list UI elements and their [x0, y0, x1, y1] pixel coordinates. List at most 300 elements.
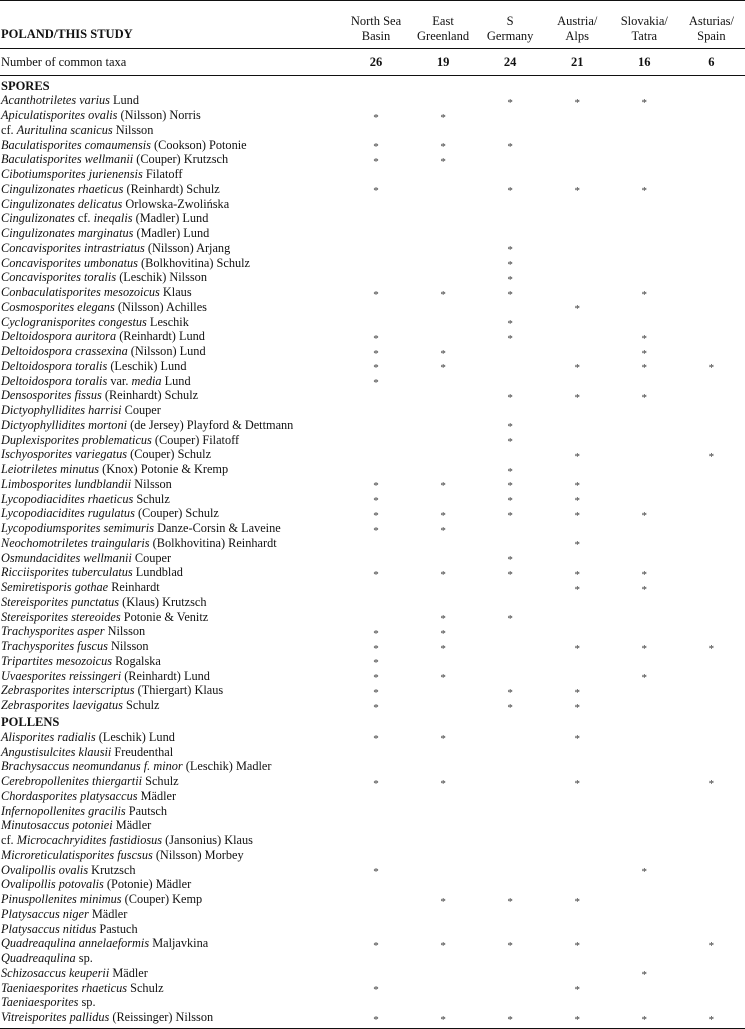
occurrence-mark	[611, 521, 678, 536]
taxon-epithet: Chordasporites platysaccus	[1, 788, 138, 803]
taxon-name	[0, 196, 342, 211]
occurrence-mark	[410, 862, 477, 877]
taxon-epithet: Osmundacidites wellmanii	[1, 550, 132, 565]
taxon-epithet: Lycopodiacidites rhaeticus	[1, 491, 134, 506]
column-header	[611, 1, 678, 49]
occurrence-mark	[611, 980, 678, 995]
taxon-row	[0, 759, 745, 774]
occurrence-mark	[342, 300, 409, 315]
occurrence-mark	[410, 211, 477, 226]
occurrence-mark: *	[574, 391, 580, 403]
column-header-line: Spain	[697, 29, 726, 43]
occurrence-mark	[544, 226, 611, 241]
occurrence-mark	[477, 654, 544, 669]
occurrence-mark	[678, 833, 745, 848]
occurrence-mark: *	[574, 539, 580, 551]
occurrence-mark	[611, 477, 678, 492]
taxon-row	[0, 818, 745, 833]
taxon-name	[0, 789, 342, 804]
occurrence-mark: *	[574, 984, 580, 995]
occurrence-mark	[410, 373, 477, 388]
occurrence-mark	[678, 848, 745, 863]
taxon-row	[0, 152, 745, 167]
occurrence-mark	[544, 951, 611, 966]
occurrence-mark	[544, 403, 611, 418]
taxon-epithet: Zebrasporites interscriptus	[1, 683, 135, 698]
taxon-name	[0, 211, 342, 226]
taxon-row	[0, 951, 745, 966]
taxon-author: Maljavkina	[149, 936, 209, 951]
taxon-name	[0, 862, 342, 877]
occurrence-mark: *	[574, 777, 580, 789]
occurrence-mark	[410, 182, 477, 197]
taxon-epithet: Baculatisporites comaumensis	[1, 137, 151, 152]
occurrence-mark: *	[440, 895, 446, 907]
occurrence-mark: *	[440, 672, 446, 683]
taxon-author: Rogalska	[112, 653, 161, 668]
count-value: 16	[611, 49, 678, 76]
taxon-name	[0, 759, 342, 774]
occurrence-mark: *	[641, 568, 648, 580]
occurrence-mark	[544, 241, 611, 256]
occurrence-mark: *	[342, 1010, 409, 1028]
taxon-name	[0, 774, 342, 789]
taxon-epithet: Pinuspollenites minimus	[1, 892, 122, 907]
taxon-epithet: Deltoidospora toralis	[1, 373, 108, 388]
occurrence-mark	[611, 609, 678, 624]
occurrence-mark	[611, 123, 678, 138]
occurrence-mark	[342, 167, 409, 182]
taxon-name	[0, 108, 342, 123]
taxon-row	[0, 565, 745, 580]
occurrence-mark	[477, 668, 544, 683]
occurrence-mark	[611, 848, 678, 863]
occurrence-mark	[477, 833, 544, 848]
taxon-author: Nilsson	[131, 476, 172, 491]
taxon-row	[0, 877, 745, 892]
taxon-name	[0, 921, 342, 936]
column-header	[678, 1, 745, 49]
occurrence-mark	[342, 314, 409, 329]
taxon-epithet: Auritulina scanicus	[16, 122, 113, 137]
taxon-row	[0, 506, 745, 521]
taxon-author: Mädler	[112, 818, 152, 833]
occurrence-mark	[342, 951, 409, 966]
occurrence-mark	[342, 550, 409, 565]
occurrence-mark	[410, 270, 477, 285]
taxon-row	[0, 418, 745, 433]
taxon-row	[0, 803, 745, 818]
occurrence-mark: *	[507, 465, 513, 477]
occurrence-mark: *	[641, 672, 648, 683]
occurrence-mark: *	[373, 509, 379, 521]
header-title: POLAND/THIS STUDY	[0, 1, 342, 49]
occurrence-mark	[678, 907, 745, 922]
taxon-author: (Madler) Lund	[132, 211, 209, 226]
occurrence-mark	[678, 93, 745, 108]
taxon-author: Nilsson	[104, 624, 146, 639]
occurrence-mark: *	[440, 111, 446, 123]
taxon-row	[0, 167, 745, 182]
taxon-author: (Reinhardt) Schulz	[101, 388, 199, 403]
occurrence-mark	[544, 255, 611, 270]
taxon-name	[0, 833, 342, 848]
taxon-row	[0, 521, 745, 536]
occurrence-mark: *	[574, 895, 580, 907]
occurrence-mark	[477, 730, 544, 745]
taxon-author: Krutzsch	[88, 862, 136, 877]
occurrence-mark: *	[574, 450, 580, 462]
taxon-name	[0, 907, 342, 922]
taxon-author: (Jansonius) Klaus	[162, 833, 253, 848]
occurrence-mark: *	[507, 568, 513, 580]
taxon-epithet: Brachysaccus neomundanus f. minor	[1, 759, 183, 774]
occurrence-mark	[544, 966, 611, 981]
taxon-epithet: Trachysporites asper	[1, 624, 105, 639]
taxon-row	[0, 388, 745, 403]
taxon-author: Schulz	[133, 491, 170, 506]
occurrence-mark	[410, 759, 477, 774]
taxon-row	[0, 462, 745, 477]
occurrence-mark	[611, 491, 678, 506]
taxon-name	[0, 536, 342, 551]
taxon-name	[0, 403, 342, 418]
taxon-row	[0, 683, 745, 698]
occurrence-mark: *	[641, 347, 648, 359]
occurrence-mark: *	[708, 777, 715, 789]
taxon-row	[0, 595, 745, 610]
taxon-author: Pastuch	[96, 921, 138, 936]
taxon-author: Mädler	[109, 965, 148, 980]
taxon-name	[0, 447, 342, 462]
taxon-row	[0, 744, 745, 759]
occurrence-mark: *	[641, 866, 648, 877]
taxon-row	[0, 359, 745, 374]
occurrence-mark	[611, 833, 678, 848]
column-header-line: Slovakia/	[620, 14, 668, 28]
taxon-author: Nilsson	[112, 122, 154, 137]
taxon-epithet: Densosporites fissus	[1, 388, 102, 403]
taxon-epithet: Ovalipollis potovalis	[1, 877, 104, 892]
occurrence-mark: *	[574, 939, 580, 951]
taxon-row	[0, 255, 745, 270]
occurrence-mark	[544, 818, 611, 833]
occurrence-mark: *	[641, 583, 648, 595]
taxon-epithet: Conbaculatisporites mesozoicus	[1, 285, 160, 300]
taxon-name	[0, 609, 342, 624]
taxon-epithet: Dictyophyllidites mortoni	[1, 417, 128, 432]
taxon-epithet: Concavisporites umbonatus	[1, 255, 138, 270]
occurrence-mark: *	[708, 939, 715, 951]
taxon-name	[0, 344, 342, 359]
occurrence-mark	[678, 536, 745, 551]
taxon-name	[0, 818, 342, 833]
occurrence-mark: *	[574, 480, 580, 492]
occurrence-mark	[477, 848, 544, 863]
occurrence-mark	[678, 565, 745, 580]
occurrence-mark: *	[507, 436, 513, 447]
taxon-epithet: Taeniaesporites	[1, 995, 79, 1010]
occurrence-mark	[477, 818, 544, 833]
taxon-name	[0, 314, 342, 329]
taxon-epithet: Deltoidospora crassexina	[1, 344, 128, 359]
taxon-row	[0, 344, 745, 359]
occurrence-mark	[678, 966, 745, 981]
taxon-name	[0, 462, 342, 477]
occurrence-mark: *	[507, 421, 513, 433]
taxon-epithet: Cingulizonates delicatus	[1, 196, 123, 211]
occurrence-mark	[611, 314, 678, 329]
occurrence-mark	[342, 403, 409, 418]
occurrence-mark	[611, 907, 678, 922]
occurrence-mark	[342, 995, 409, 1010]
taxon-author: (de Jersey) Playford & Dettmann	[127, 417, 294, 432]
column-header-line: S	[506, 14, 514, 28]
occurrence-mark	[678, 580, 745, 595]
section-title: SPORES	[1, 78, 50, 93]
occurrence-mark: *	[440, 939, 446, 951]
taxon-author: Nilsson	[107, 639, 149, 654]
occurrence-mark: *	[678, 1010, 745, 1028]
occurrence-mark	[678, 521, 745, 536]
taxon-row	[0, 980, 745, 995]
occurrence-mark	[611, 624, 678, 639]
occurrence-mark	[544, 833, 611, 848]
taxon-epithet: Cingulizonates rhaeticus	[1, 181, 124, 196]
occurrence-mark: *	[440, 777, 446, 789]
taxon-name	[0, 167, 342, 182]
taxon-name	[0, 995, 342, 1010]
occurrence-mark: *	[373, 939, 379, 951]
taxon-author: (Thiergart) Klaus	[134, 683, 224, 698]
taxon-row	[0, 491, 745, 506]
section-header-row	[0, 76, 745, 94]
occurrence-mark	[410, 314, 477, 329]
taxon-row	[0, 774, 745, 789]
occurrence-mark	[410, 403, 477, 418]
occurrence-mark	[678, 137, 745, 152]
taxon-author: Filatoff	[142, 167, 183, 182]
occurrence-mark	[678, 108, 745, 123]
taxon-author: (Nilsson) Achilles	[114, 299, 207, 314]
taxon-author: (Couper) Schulz	[127, 447, 212, 462]
occurrence-mark	[477, 921, 544, 936]
occurrence-mark	[342, 255, 409, 270]
occurrence-mark	[544, 462, 611, 477]
occurrence-mark: *	[574, 96, 580, 108]
taxon-epithet: Platysaccus nitidus	[1, 921, 97, 936]
taxon-name	[0, 936, 342, 951]
occurrence-mark	[678, 241, 745, 256]
column-header-line: Greenland	[417, 29, 470, 43]
taxon-name	[0, 624, 342, 639]
taxon-row	[0, 624, 745, 639]
occurrence-mark: *	[641, 332, 648, 344]
occurrence-mark	[678, 980, 745, 995]
occurrence-mark	[410, 241, 477, 256]
occurrence-mark	[477, 789, 544, 804]
occurrence-mark	[678, 211, 745, 226]
taxon-epithet: Cosmosporites elegans	[1, 299, 115, 314]
column-header	[544, 1, 611, 49]
occurrence-mark	[477, 966, 544, 981]
section-header-row	[0, 713, 745, 730]
occurrence-mark	[410, 698, 477, 713]
taxon-row	[0, 123, 745, 138]
taxon-name	[0, 565, 342, 580]
taxon-row	[0, 182, 745, 197]
taxon-row	[0, 995, 745, 1010]
occurrence-mark	[611, 550, 678, 565]
taxon-row	[0, 300, 745, 315]
occurrence-mark: *	[373, 657, 379, 669]
occurrence-mark	[342, 803, 409, 818]
occurrence-mark: *	[507, 686, 513, 698]
taxon-name	[0, 123, 342, 138]
header-row	[0, 1, 745, 49]
occurrence-mark	[611, 774, 678, 789]
occurrence-mark	[410, 921, 477, 936]
occurrence-mark	[477, 152, 544, 167]
occurrence-mark	[611, 432, 678, 447]
occurrence-mark	[544, 270, 611, 285]
taxon-epithet: Baculatisporites wellmanii	[1, 152, 134, 167]
taxon-author: sp.	[78, 995, 96, 1010]
occurrence-mark	[544, 373, 611, 388]
occurrence-mark: *	[440, 362, 446, 374]
occurrence-mark	[477, 744, 544, 759]
occurrence-mark	[544, 995, 611, 1010]
occurrence-mark: *	[373, 627, 379, 639]
taxon-row	[0, 285, 745, 300]
occurrence-mark	[342, 609, 409, 624]
taxon-epithet: Dictyophyllidites harrisi	[1, 403, 122, 418]
taxon-epithet: Cyclogranisporites congestus	[1, 314, 147, 329]
occurrence-mark	[410, 491, 477, 506]
occurrence-mark	[678, 995, 745, 1010]
taxon-epithet: Ischyosporites variegatus	[1, 447, 128, 462]
occurrence-mark	[477, 862, 544, 877]
taxon-row	[0, 921, 745, 936]
taxon-row	[0, 698, 745, 713]
occurrence-mark	[611, 536, 678, 551]
taxon-epithet: Microreticulatisporites fuscsus	[1, 847, 153, 862]
taxon-row	[0, 196, 745, 211]
occurrence-mark	[342, 93, 409, 108]
occurrence-mark	[477, 907, 544, 922]
occurrence-mark: *	[373, 155, 379, 167]
occurrence-mark	[342, 907, 409, 922]
occurrence-mark	[678, 550, 745, 565]
occurrence-mark: *	[611, 1010, 678, 1028]
occurrence-mark: *	[641, 391, 648, 403]
taxon-author: Leschik	[146, 314, 189, 329]
occurrence-mark: *	[544, 1010, 611, 1028]
occurrence-mark	[611, 803, 678, 818]
taxon-epithet: Trachysporites fuscus	[1, 639, 108, 654]
taxon-epithet: Microcachryidites fastidiosus	[16, 833, 163, 848]
occurrence-mark	[544, 521, 611, 536]
taxon-author: Schulz	[127, 980, 164, 995]
occurrence-mark	[611, 211, 678, 226]
occurrence-mark	[342, 759, 409, 774]
taxon-name	[0, 300, 342, 315]
occurrence-mark	[342, 744, 409, 759]
occurrence-mark	[410, 744, 477, 759]
taxon-row	[0, 108, 745, 123]
occurrence-mark	[544, 877, 611, 892]
taxon-epithet: Stereisporites punctatus	[1, 594, 120, 609]
occurrence-mark: *	[507, 939, 513, 951]
occurrence-mark	[611, 951, 678, 966]
taxon-row	[0, 892, 745, 907]
occurrence-mark	[410, 789, 477, 804]
occurrence-mark	[410, 803, 477, 818]
taxon-author: Pautsch	[125, 803, 167, 818]
taxon-row	[0, 447, 745, 462]
occurrence-mark	[410, 93, 477, 108]
occurrence-mark	[477, 536, 544, 551]
occurrence-mark	[678, 418, 745, 433]
taxon-epithet: Schizosaccus keuperii	[1, 965, 110, 980]
occurrence-mark: *	[373, 524, 379, 536]
occurrence-mark	[477, 580, 544, 595]
occurrence-mark	[477, 980, 544, 995]
taxon-epithet: Alisporites radialis	[1, 729, 96, 744]
taxon-epithet: Cerebropollenites thiergartii	[1, 774, 143, 789]
occurrence-mark	[410, 418, 477, 433]
taxon-name	[0, 744, 342, 759]
column-header-line: Alps	[565, 29, 590, 43]
occurrence-mark	[611, 226, 678, 241]
taxon-author: cf.	[74, 211, 94, 226]
taxon-row	[0, 609, 745, 624]
occurrence-mark	[410, 432, 477, 447]
occurrence-mark: *	[373, 495, 379, 506]
taxon-row	[0, 432, 745, 447]
occurrence-mark	[678, 123, 745, 138]
occurrence-mark	[678, 595, 745, 610]
occurrence-mark	[477, 639, 544, 654]
taxon-epithet: Deltoidospora auritora	[1, 329, 117, 344]
taxon-epithet: media	[131, 373, 162, 388]
occurrence-mark: *	[574, 509, 580, 521]
taxon-epithet: Neochomotriletes traingularis	[1, 535, 150, 550]
occurrence-mark	[410, 818, 477, 833]
taxon-epithet: Cingulizonates marginatus	[1, 226, 134, 241]
occurrence-mark	[342, 123, 409, 138]
taxon-author: Schulz	[142, 774, 179, 789]
taxon-epithet: Acanthotriletes varius	[1, 93, 110, 108]
occurrence-mark	[544, 848, 611, 863]
occurrence-mark: *	[574, 185, 580, 197]
taxon-row	[0, 862, 745, 877]
occurrence-mark: *	[440, 141, 446, 152]
occurrence-mark: *	[373, 332, 379, 344]
taxon-name	[0, 255, 342, 270]
occurrence-mark	[410, 595, 477, 610]
occurrence-mark: *	[373, 347, 379, 359]
taxon-author: Couper	[121, 403, 161, 418]
occurrence-mark	[611, 196, 678, 211]
taxon-author: (Reissinger) Nilsson	[109, 1010, 214, 1025]
taxon-author: Lundblad	[132, 565, 183, 580]
taxon-epithet: Tripartites mesozoicus	[1, 653, 113, 668]
occurrence-mark: *	[574, 642, 580, 654]
occurrence-mark	[678, 506, 745, 521]
taxon-row	[0, 93, 745, 108]
occurrence-mark: *	[574, 495, 580, 506]
